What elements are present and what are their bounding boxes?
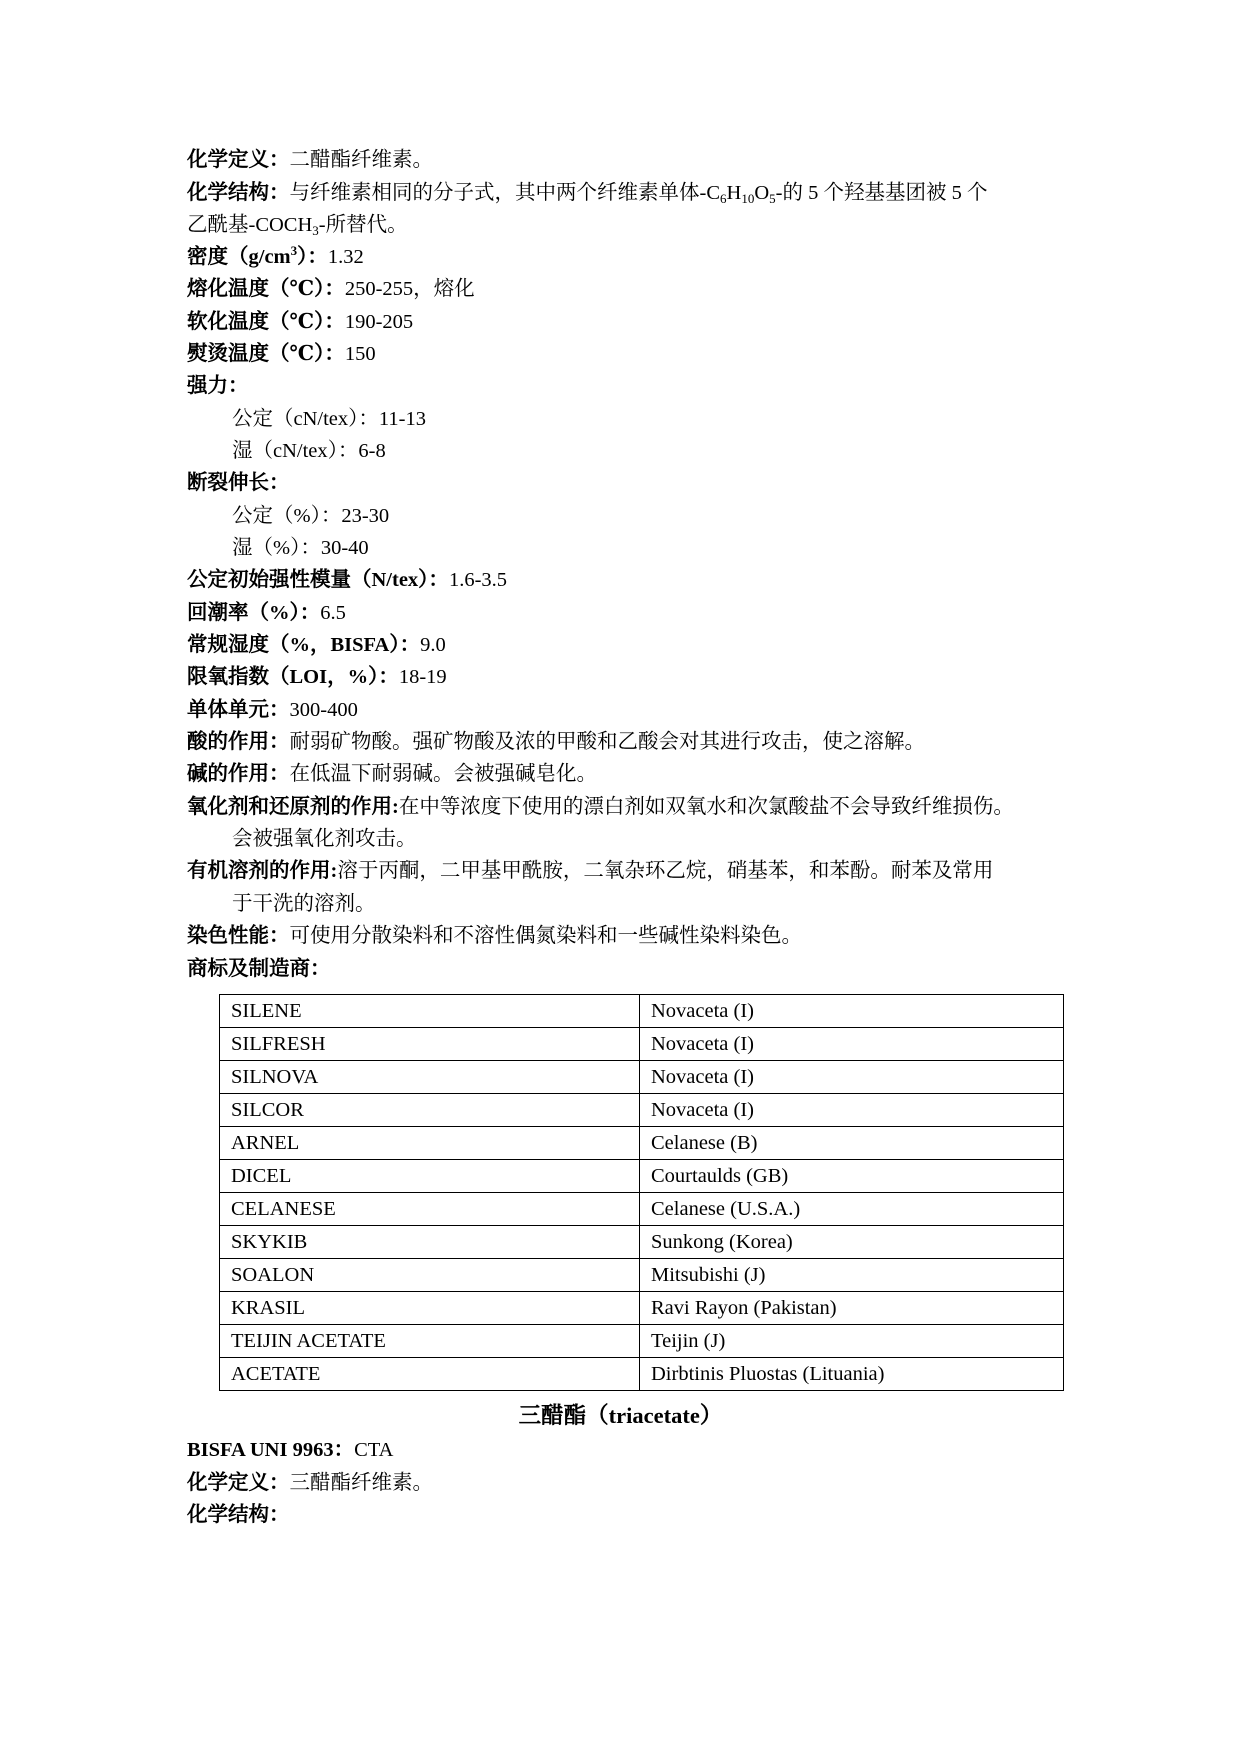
chem-definition-line: 化学定义：二醋酯纤维素。: [187, 149, 433, 171]
manufacturer-cell: Teijin (J): [640, 1325, 1064, 1358]
strength-standard-line: 公定（cN/tex）：11-13: [232, 408, 426, 430]
loi-line: 限氧指数（LOI，%）：18-19: [187, 666, 447, 688]
softening-temp-line: 软化温度（℃）：190-205: [187, 311, 414, 333]
table-row: [220, 1259, 1064, 1292]
manufacturer-cell: Dirbtinis Pluostas (Lituania): [640, 1358, 1064, 1391]
manufacturer-cell: Novaceta (I): [640, 1094, 1064, 1127]
trademarks-table: [219, 994, 1064, 1391]
trademark-cell: SOALON: [220, 1259, 640, 1292]
table-row: [220, 1094, 1064, 1127]
manufacturer-cell: Celanese (B): [640, 1127, 1064, 1160]
chem-structure-continuation: 乙酰基$-COCH_3-$所替代。: [187, 214, 408, 238]
trademark-cell: SILNOVA: [220, 1061, 640, 1094]
triacetate-definition-line: 化学定义：三醋酯纤维素。: [187, 1472, 433, 1494]
trademarks-heading: 商标及制造商：: [187, 958, 331, 980]
ironing-temp-line: 熨烫温度（℃）：150: [187, 343, 376, 365]
alkali-effect-line: 碱的作用：在低温下耐弱碱。会被强碱皂化。: [187, 763, 597, 785]
trademark-cell: SILFRESH: [220, 1028, 640, 1061]
trademark-cell: KRASIL: [220, 1292, 640, 1325]
oxidant-effect-line: 氧化剂和还原剂的作用:在中等浓度下使用的漂白剂如双氧水和次氯酸盐不会导致纤维损伤。: [187, 796, 1014, 818]
table-row: [220, 1061, 1064, 1094]
triacetate-structure-heading: 化学结构：: [187, 1504, 290, 1526]
table-row: [220, 1028, 1064, 1061]
bisfa-line: BISFA UNI 9963：CTA: [187, 1439, 394, 1461]
trademark-cell: SILENE: [220, 995, 640, 1028]
manufacturer-cell: Sunkong (Korea): [640, 1226, 1064, 1259]
manufacturer-cell: Ravi Rayon (Pakistan): [640, 1292, 1064, 1325]
elongation-standard-line: 公定（%）：23-30: [232, 505, 390, 527]
manufacturer-cell: Courtaulds (GB): [640, 1160, 1064, 1193]
trademark-cell: SKYKIB: [220, 1226, 640, 1259]
manufacturer-cell: Novaceta (I): [640, 1028, 1064, 1061]
table-row: [220, 1226, 1064, 1259]
strength-heading: 强力：: [187, 375, 249, 397]
acid-effect-line: 酸的作用：耐弱矿物酸。强矿物酸及浓的甲酸和乙酸会对其进行攻击，使之溶解。: [187, 731, 925, 753]
moisture-regain-line: 回潮率（%）：6.5: [187, 602, 346, 624]
chem-structure-line: 化学结构：与纤维素相同的分子式，其中两个纤维素单体$-C_6H_{10}O_5-$的 5 个羟基基团被 5 个: [187, 182, 988, 206]
manufacturer-cell: Novaceta (I): [640, 995, 1064, 1028]
table-row: [220, 1325, 1064, 1358]
table-row: [220, 1127, 1064, 1160]
dyeing-line: 染色性能：可使用分散染料和不溶性偶氮染料和一些碱性染料染色。: [187, 925, 802, 947]
table-row: [220, 1193, 1064, 1226]
trademark-cell: TEIJIN ACETATE: [220, 1325, 640, 1358]
monomer-unit-line: 单体单元：300-400: [187, 699, 358, 721]
trademark-cell: ARNEL: [220, 1127, 640, 1160]
manufacturer-cell: Novaceta (I): [640, 1061, 1064, 1094]
modulus-line: 公定初始强性模量（N/tex）：1.6-3.5: [187, 569, 508, 591]
section-title-triacetate: 三醋酯（triacetate）: [518, 1403, 723, 1428]
table-row: [220, 1160, 1064, 1193]
table-row: [220, 1358, 1064, 1391]
strength-wet-line: 湿（cN/tex）：6-8: [232, 440, 386, 462]
elongation-wet-line: 湿（%）：30-40: [232, 537, 369, 559]
elongation-heading: 断裂伸长：: [187, 472, 290, 494]
trademark-cell: DICEL: [220, 1160, 640, 1193]
manufacturer-cell: Mitsubishi (J): [640, 1259, 1064, 1292]
solvent-effect-continuation: 于干洗的溶剂。: [232, 893, 376, 915]
density-line: 密度$(g/cm^3)$：1.32: [187, 243, 364, 268]
table-row: [220, 995, 1064, 1028]
solvent-effect-line: 有机溶剂的作用:溶于丙酮，二甲基甲酰胺，二氧杂环乙烷，硝基苯，和苯酚。耐苯及常用: [187, 860, 994, 882]
trademark-cell: ACETATE: [220, 1358, 640, 1391]
manufacturer-cell: Celanese (U.S.A.): [640, 1193, 1064, 1226]
conventional-humidity-line: 常规湿度（%，BISFA）：9.0: [187, 634, 446, 656]
oxidant-effect-continuation: 会被强氧化剂攻击。: [232, 828, 417, 850]
trademark-cell: CELANESE: [220, 1193, 640, 1226]
melting-temp-line: 熔化温度（℃）：250-255，熔化: [187, 278, 475, 300]
table-row: [220, 1292, 1064, 1325]
trademark-cell: SILCOR: [220, 1094, 640, 1127]
